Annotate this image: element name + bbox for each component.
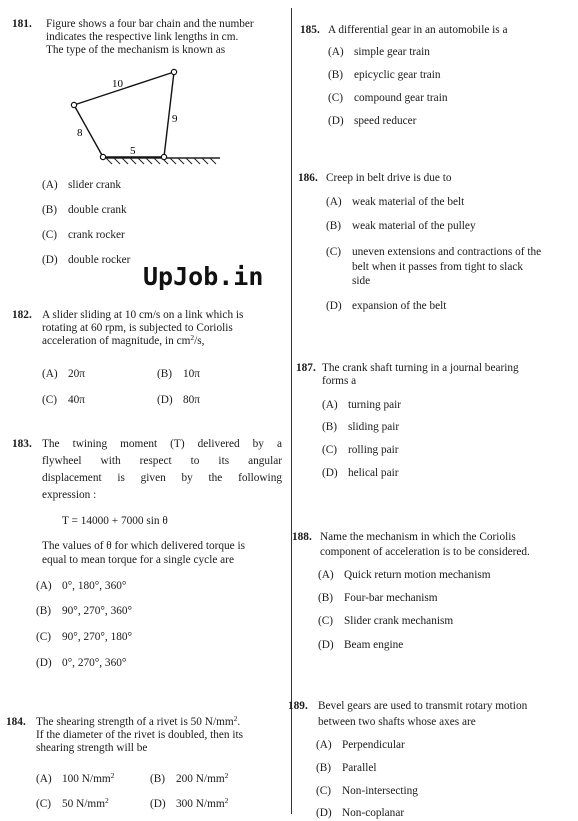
four-bar-chain-diagram: [60, 64, 235, 168]
question-text-line: displacement is given by the following: [42, 472, 282, 484]
option-b[interactable]: (B) weak material of the pulley: [326, 220, 476, 232]
option-b[interactable]: (B) 200 $N/mm^2$: [150, 771, 229, 785]
option-b[interactable]: (B) 10π: [157, 368, 201, 380]
option-c[interactable]: (C) rolling pair: [322, 444, 399, 456]
column-divider: [291, 8, 292, 814]
option-c[interactable]: (C) 90°, 270°, 180°: [36, 631, 133, 643]
question-text-line: flywheel with respect to its angular: [42, 455, 282, 467]
option-b[interactable]: (B) Parallel: [316, 762, 377, 774]
option-d[interactable]: (D) 300 $N/mm^2$: [150, 796, 229, 810]
torque-formula: T = 14000 + 7000 sin θ: [62, 515, 168, 527]
option-a[interactable]: (A) slider crank: [42, 179, 122, 191]
option-c[interactable]: (C) Slider crank mechanism: [318, 615, 454, 627]
question-text-line: forms a: [322, 375, 357, 387]
question-number: 181.: [12, 18, 32, 30]
question-number: 188.: [292, 531, 312, 543]
question-number: 184.: [6, 716, 26, 728]
question-text-line: component of acceleration is to be considered.: [320, 546, 530, 558]
question-text-line: shearing strength will be: [36, 742, 148, 754]
link-length-label: 8: [77, 127, 83, 139]
question-number: 185.: [300, 24, 320, 36]
option-d[interactable]: (D) speed reducer: [328, 115, 417, 127]
question-text-line: The crank shaft turning in a journal bearing: [322, 362, 519, 374]
option-a[interactable]: (A) 0°, 180°, 360°: [36, 580, 127, 592]
question-text-line: A slider sliding at 10 cm/s on a link which is: [42, 309, 244, 321]
question-text-line: The values of θ for which delivered torque is: [42, 540, 246, 552]
question-text-line: expression :: [42, 489, 97, 501]
link-length-label: 5: [130, 145, 136, 157]
upjob-watermark: UpJob.in: [143, 262, 264, 291]
option-b[interactable]: (B) 90°, 270°, 360°: [36, 605, 133, 617]
option-c[interactable]: (C) crank rocker: [42, 229, 125, 241]
option-c[interactable]: (C) uneven extensions and contractions of the: [326, 246, 542, 258]
option-a[interactable]: (A) simple gear train: [328, 46, 430, 58]
question-text-line: Figure shows a four bar chain and the number: [46, 18, 254, 30]
option-d[interactable]: (D) Beam engine: [318, 639, 404, 651]
pin-joint: [100, 154, 105, 159]
pin-joint: [171, 69, 176, 74]
option-a[interactable]: (A) weak material of the belt: [326, 196, 465, 208]
option-a[interactable]: (A) 100 $N/mm^2$: [36, 771, 115, 785]
question-text-line: A differential gear in an automobile is a: [328, 24, 508, 36]
option-d[interactable]: (D) 80π: [157, 394, 201, 406]
question-text-line: between two shafts whose axes are: [318, 716, 476, 728]
link-length-label: 9: [172, 113, 178, 125]
option-c[interactable]: (C) Non-intersecting: [316, 785, 418, 797]
option-b[interactable]: (B) epicyclic gear train: [328, 69, 441, 81]
option-a[interactable]: (A) Quick return motion mechanism: [318, 569, 491, 581]
question-number: 186.: [298, 172, 318, 184]
option-d[interactable]: (D) Non-coplanar: [316, 807, 405, 819]
question-text-line: If the diameter of the rivet is doubled, then its: [36, 729, 244, 741]
option-d[interactable]: (D) 0°, 270°, 360°: [36, 657, 127, 669]
ground-hatching: [106, 158, 216, 164]
option-a[interactable]: (A) turning pair: [322, 399, 402, 411]
option-c[interactable]: (C) compound gear train: [328, 92, 448, 104]
option-c-continuation: side: [352, 275, 371, 287]
question-text-line: Creep in belt drive is due to: [326, 172, 452, 184]
question-text-line: Bevel gears are used to transmit rotary motion: [318, 700, 528, 712]
pin-joint: [161, 154, 166, 159]
question-number: 189.: [288, 700, 308, 712]
option-b[interactable]: (B) sliding pair: [322, 421, 400, 433]
question-number: 182.: [12, 309, 32, 321]
question-number: 187.: [296, 362, 316, 374]
option-c-continuation: belt when it passes from tight to slack: [352, 261, 523, 273]
question-text-line: equal to mean torque for a single cycle are: [42, 554, 234, 566]
option-a[interactable]: (A) Perpendicular: [316, 739, 405, 751]
question-text-line: indicates the respective link lengths in cm.: [46, 31, 239, 43]
option-d[interactable]: (D) helical pair: [322, 467, 399, 479]
pin-joint: [71, 102, 76, 107]
question-text-line: Name the mechanism in which the Coriolis: [320, 531, 516, 543]
question-text-line: The shearing strength of a rivet is 50 $N/mm^2$.: [36, 714, 241, 728]
link-top: [74, 72, 174, 105]
option-c[interactable]: (C) 40π: [42, 394, 86, 406]
question-text-line: rotating at 60 rpm, is subjected to Coriolis: [42, 322, 233, 334]
option-d[interactable]: (D) expansion of the belt: [326, 300, 447, 312]
option-b[interactable]: (B) double crank: [42, 204, 127, 216]
question-text-line: acceleration of magnitude, in $cm^2/s$,: [42, 333, 205, 347]
option-a[interactable]: (A) 20π: [42, 368, 86, 380]
option-c[interactable]: (C) 50 $N/mm^2$: [36, 796, 109, 810]
option-b[interactable]: (B) Four-bar mechanism: [318, 592, 438, 604]
option-d[interactable]: (D) double rocker: [42, 254, 131, 266]
link-length-label: 10: [112, 78, 123, 90]
question-number: 183.: [12, 438, 32, 450]
question-text-line: The type of the mechanism is known as: [46, 44, 226, 56]
question-text-line: The twining moment (T) delivered by a: [42, 438, 282, 450]
